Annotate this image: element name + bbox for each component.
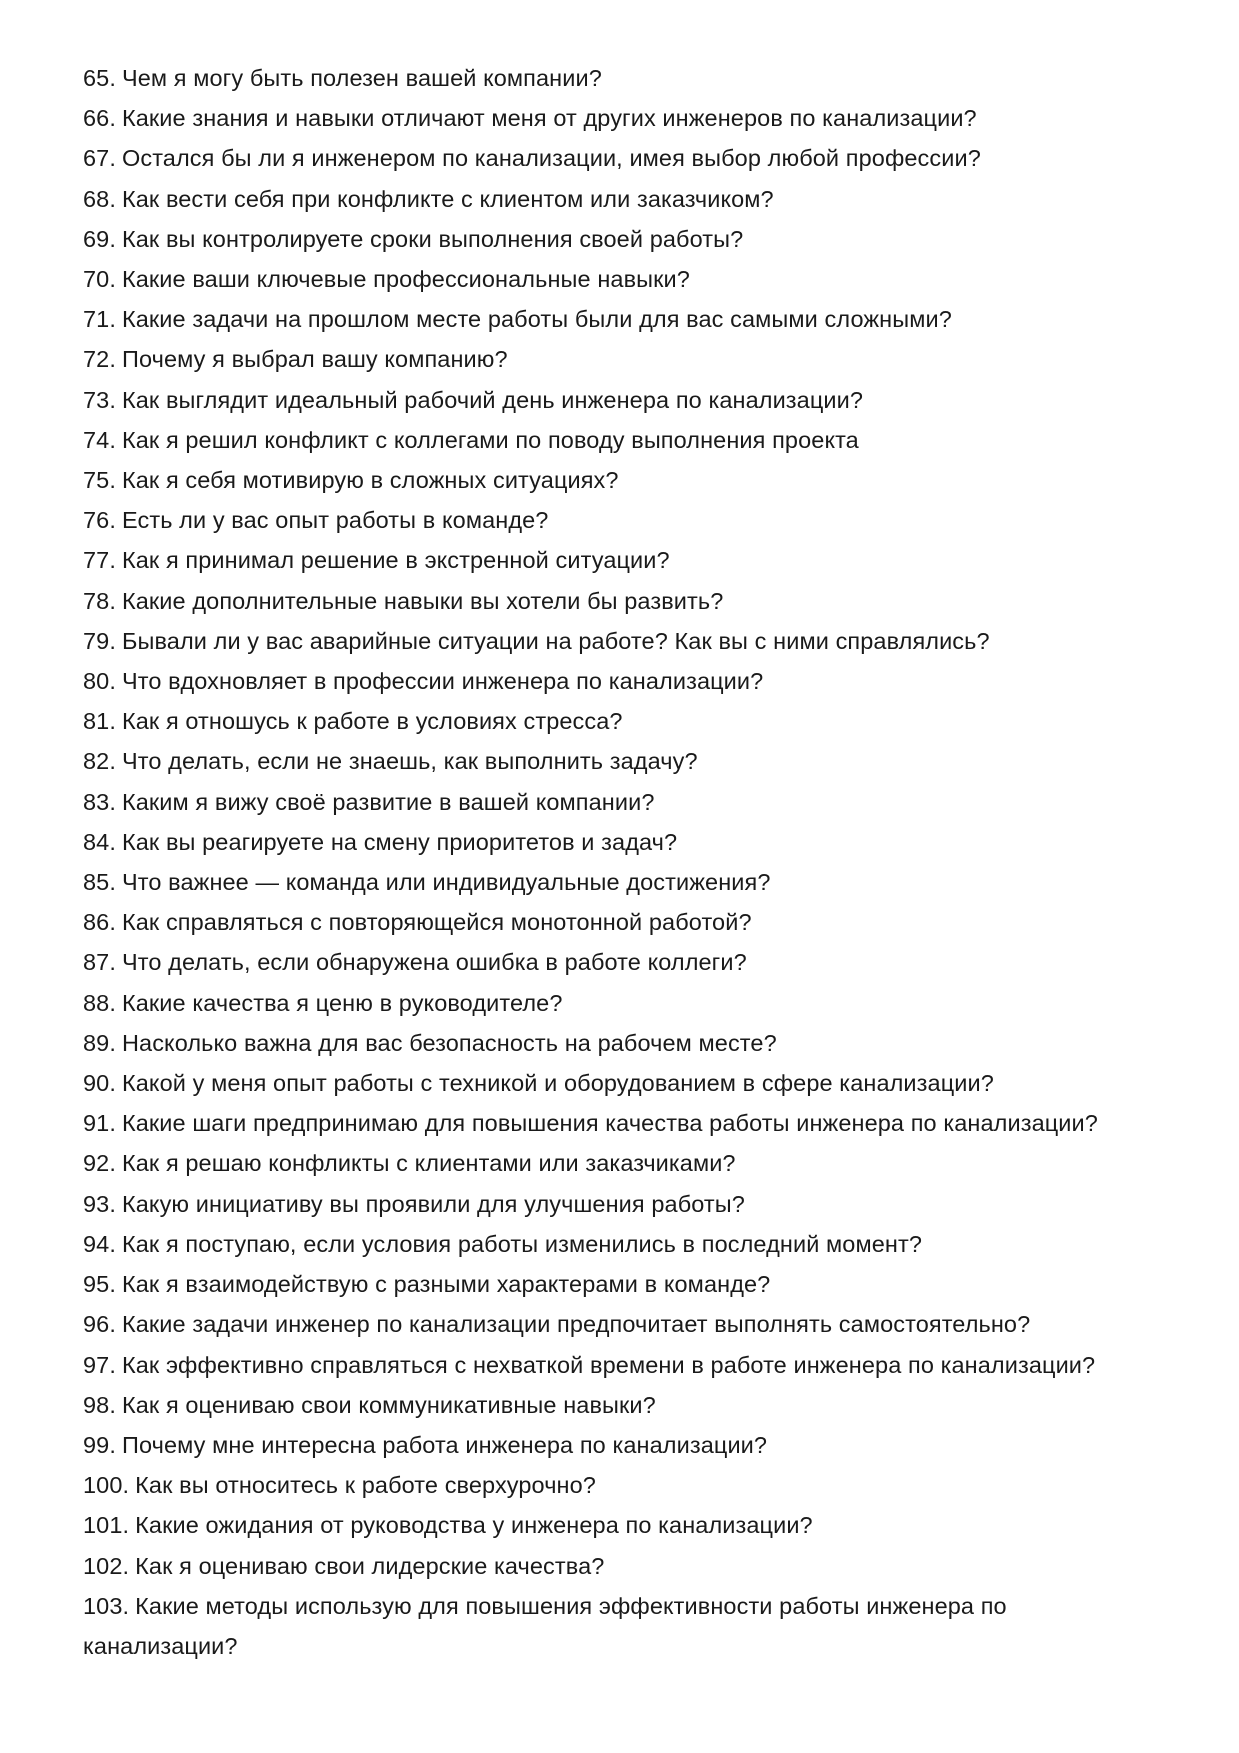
question-number: 69. <box>83 225 116 252</box>
question-text: Насколько важна для вас безопасность на рабочем месте? <box>121 1029 777 1056</box>
question-item <box>83 621 1163 661</box>
question-text: Как я оцениваю свои лидерские качества? <box>135 1552 605 1579</box>
question-item <box>83 902 1163 942</box>
question-item <box>83 1304 1163 1344</box>
question-text: Почему я выбрал вашу компанию? <box>121 346 508 373</box>
question-text: Как я взаимодействую с разными характерами в команде? <box>121 1271 771 1298</box>
question-number: 81. <box>83 708 116 735</box>
question-item <box>83 782 1163 822</box>
question-item <box>83 540 1163 580</box>
question-text: Как я принимал решение в экстренной ситуации? <box>121 547 670 574</box>
question-text: Какие ваши ключевые профессиональные навыки? <box>121 266 690 293</box>
question-number: 89. <box>83 1029 116 1056</box>
question-number: 86. <box>83 909 116 936</box>
question-number: 74. <box>83 426 116 453</box>
question-text: Как вести себя при конфликте с клиентом или заказчиком? <box>121 185 774 212</box>
question-text: Какие ожидания от руководства у инженера по канализации? <box>135 1512 813 1539</box>
question-text: Почему мне интересна работа инженера по канализации? <box>121 1431 768 1458</box>
question-number: 76. <box>83 507 116 534</box>
question-text: Как эффективно справляться с нехваткой времени в работе инженера по канализации? <box>121 1351 1096 1378</box>
question-number: 85. <box>83 869 116 896</box>
question-text: Как вы контролируете сроки выполнения своей работы? <box>121 225 744 252</box>
question-text: Что делать, если не знаешь, как выполнить задачу? <box>121 748 698 775</box>
question-item <box>83 460 1163 500</box>
question-text: Как я отношусь к работе в условиях стресса? <box>121 708 623 735</box>
question-text: Что важнее — команда или индивидуальные достижения? <box>121 869 771 896</box>
document-page <box>83 58 1163 1666</box>
question-item <box>83 1063 1163 1103</box>
question-item <box>83 299 1163 339</box>
question-number: 65. <box>83 65 116 91</box>
question-item <box>83 500 1163 540</box>
question-text: Какой у меня опыт работы с техникой и оборудованием в сфере канализации? <box>121 1070 994 1097</box>
question-number: 82. <box>83 748 116 775</box>
question-text: Какие качества я ценю в руководителе? <box>121 989 563 1016</box>
question-text: Какие дополнительные навыки вы хотели бы развить? <box>121 587 724 614</box>
question-number: 78. <box>83 587 116 614</box>
question-item <box>83 1586 1163 1666</box>
question-number: 68. <box>83 185 116 212</box>
question-text: Какие методы использую для повышения эффективности работы инженера по канализации? <box>83 1592 1007 1659</box>
question-number: 93. <box>83 1190 116 1217</box>
question-item <box>83 1264 1163 1304</box>
question-item <box>83 1505 1163 1545</box>
question-number: 79. <box>83 627 116 654</box>
question-item <box>83 1385 1163 1425</box>
question-item <box>83 1103 1163 1143</box>
question-number: 84. <box>83 828 116 855</box>
question-text: Какую инициативу вы проявили для улучшения работы? <box>121 1190 745 1217</box>
question-number: 90. <box>83 1070 116 1097</box>
question-item <box>83 862 1163 902</box>
question-text: Как я решаю конфликты с клиентами или заказчиками? <box>121 1150 736 1177</box>
question-text: Какие задачи инженер по канализации предпочитает выполнять самостоятельно? <box>121 1311 1031 1338</box>
question-number: 100. <box>83 1472 130 1499</box>
question-text: Какие задачи на прошлом месте работы были для вас самыми сложными? <box>121 306 952 333</box>
question-number: 94. <box>83 1230 116 1257</box>
question-text: Каким я вижу своё развитие в вашей компании? <box>121 788 655 815</box>
question-number: 95. <box>83 1271 116 1298</box>
question-number: 102. <box>83 1552 130 1579</box>
question-item <box>83 1023 1163 1063</box>
question-item <box>83 822 1163 862</box>
question-item <box>83 58 1163 98</box>
question-item <box>83 983 1163 1023</box>
question-text: Как я решил конфликт с коллегами по поводу выполнения проекта <box>121 426 859 453</box>
question-item <box>83 1345 1163 1385</box>
question-number: 99. <box>83 1431 116 1458</box>
question-text: Какие шаги предпринимаю для повышения качества работы инженера по канализации? <box>121 1110 1098 1137</box>
question-number: 77. <box>83 547 116 574</box>
question-number: 98. <box>83 1391 116 1418</box>
question-number: 66. <box>83 105 116 132</box>
question-number: 71. <box>83 306 116 333</box>
question-list <box>83 58 1163 1666</box>
question-text: Как вы относитесь к работе сверхурочно? <box>135 1472 596 1499</box>
question-number: 72. <box>83 346 116 373</box>
question-item <box>83 380 1163 420</box>
question-item <box>83 581 1163 621</box>
question-number: 80. <box>83 668 116 695</box>
question-text: Что вдохновляет в профессии инженера по канализации? <box>121 668 764 695</box>
question-item <box>83 1546 1163 1586</box>
question-text: Чем я могу быть полезен вашей компании? <box>121 65 602 91</box>
question-text: Какие знания и навыки отличают меня от других инженеров по канализации? <box>121 105 977 132</box>
question-number: 103. <box>83 1592 130 1619</box>
question-text: Как я оцениваю свои коммуникативные навыки? <box>121 1391 656 1418</box>
question-number: 101. <box>83 1512 130 1539</box>
question-number: 97. <box>83 1351 116 1378</box>
question-item <box>83 339 1163 379</box>
question-number: 83. <box>83 788 116 815</box>
question-text: Как я себя мотивирую в сложных ситуациях? <box>121 467 619 494</box>
question-item <box>83 259 1163 299</box>
question-item <box>83 942 1163 982</box>
question-item <box>83 420 1163 460</box>
question-item <box>83 1465 1163 1505</box>
question-text: Как вы реагируете на смену приоритетов и задач? <box>121 828 678 855</box>
question-number: 92. <box>83 1150 116 1177</box>
question-item <box>83 1184 1163 1224</box>
question-number: 91. <box>83 1110 116 1137</box>
question-item <box>83 98 1163 138</box>
question-item <box>83 741 1163 781</box>
question-number: 96. <box>83 1311 116 1338</box>
question-number: 88. <box>83 989 116 1016</box>
question-number: 87. <box>83 949 116 976</box>
question-text: Как я поступаю, если условия работы изменились в последний момент? <box>121 1230 923 1257</box>
question-text: Что делать, если обнаружена ошибка в работе коллеги? <box>121 949 747 976</box>
question-item <box>83 701 1163 741</box>
question-number: 73. <box>83 386 116 413</box>
question-item <box>83 138 1163 178</box>
question-text: Как справляться с повторяющейся монотонной работой? <box>121 909 752 936</box>
question-item <box>83 1224 1163 1264</box>
question-number: 75. <box>83 467 116 494</box>
question-item <box>83 219 1163 259</box>
question-item <box>83 661 1163 701</box>
question-text: Есть ли у вас опыт работы в команде? <box>121 507 549 534</box>
question-item <box>83 179 1163 219</box>
question-text: Как выглядит идеальный рабочий день инженера по канализации? <box>121 386 864 413</box>
question-item <box>83 1143 1163 1183</box>
question-text: Остался бы ли я инженером по канализации, имея выбор любой профессии? <box>121 145 981 172</box>
question-text: Бывали ли у вас аварийные ситуации на работе? Как вы с ними справлялись? <box>121 627 990 654</box>
question-item <box>83 1425 1163 1465</box>
question-number: 70. <box>83 266 116 293</box>
question-number: 67. <box>83 145 116 172</box>
